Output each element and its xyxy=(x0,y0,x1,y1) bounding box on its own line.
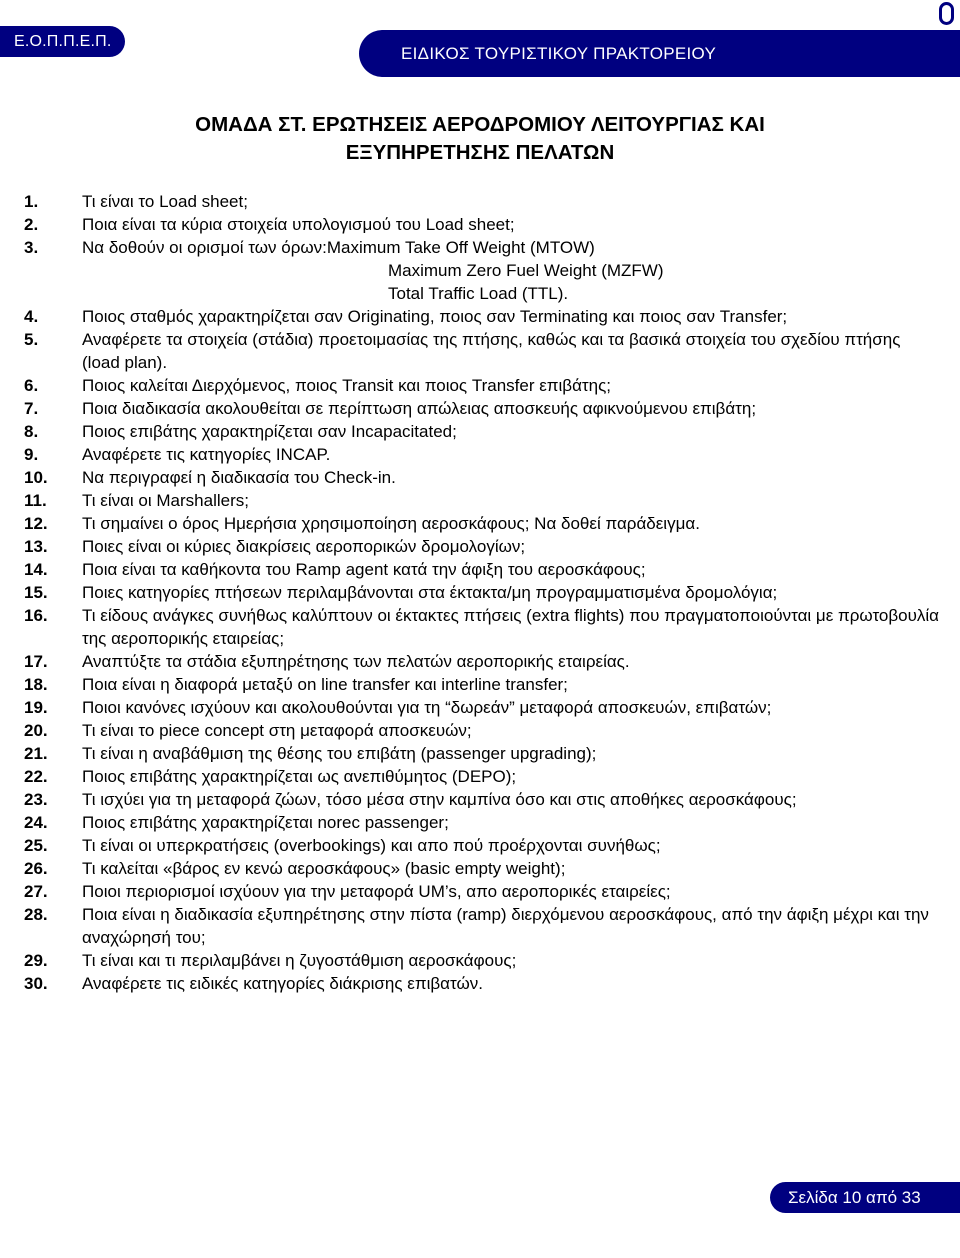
question-text: Αναπτύξτε τα στάδια εξυπηρέτησης των πελατών αεροπορικής εταιρείας. xyxy=(82,652,630,671)
question-item xyxy=(0,466,960,489)
question-number: 7. xyxy=(24,399,39,418)
page-number: Σελίδα 10 από 33 xyxy=(788,1188,921,1207)
question-text-block xyxy=(82,374,942,397)
question-item xyxy=(0,765,960,788)
question-text-block xyxy=(82,190,942,213)
question-text: Ποια είναι η διαδικασία εξυπηρέτησης στην πίστα (ramp) διερχόμενου αεροσκάφους, από την άφιξη μέχρι και την αναχώρησή του; xyxy=(82,905,929,947)
question-item xyxy=(0,489,960,512)
question-text-block xyxy=(82,581,942,604)
question-text: Ποιοι περιορισμοί ισχύουν για την μεταφορά UM’s, απο αεροπορικές εταιρείες; xyxy=(82,882,671,901)
question-item xyxy=(0,811,960,834)
question-text-block xyxy=(82,489,942,512)
question-text-block xyxy=(82,535,942,558)
question-number: 4. xyxy=(24,307,39,326)
title-line-1: ΟΜΑΔΑ ΣΤ. ΕΡΩΤΗΣΕΙΣ ΑΕΡΟΔΡΟΜΙΟΥ ΛΕΙΤΟΥΡΓΙΑΣ ΚΑΙ xyxy=(195,113,765,136)
org-name: Ε.Ο.Π.Π.Ε.Π. xyxy=(14,33,112,50)
question-item xyxy=(0,834,960,857)
question-text-block xyxy=(82,834,942,857)
question-text-block xyxy=(82,696,942,719)
course-banner xyxy=(359,30,960,77)
question-text-block xyxy=(82,213,942,236)
question-text: Αναφέρετε τα στοιχεία (στάδια) προετοιμασίας της πτήσης, καθώς και τα βασικά στοιχεία του σχεδίου πτήσης (load plan). xyxy=(82,330,901,372)
question-text-block xyxy=(82,765,942,788)
question-text-block xyxy=(82,466,942,489)
question-text-block xyxy=(82,788,942,811)
question-text: Τι είναι το piece concept στη μεταφορά αποσκευών; xyxy=(82,721,472,740)
question-text: Τι είναι η αναβάθμιση της θέσης του επιβάτη (passenger upgrading); xyxy=(82,744,597,763)
question-list xyxy=(0,190,960,995)
question-item xyxy=(0,650,960,673)
course-name: ΕΙΔΙΚΟΣ ΤΟΥΡΙΣΤΙΚΟΥ ΠΡΑΚΤΟΡΕΙΟΥ xyxy=(401,44,717,63)
question-text-block xyxy=(82,719,942,742)
question-number: 27. xyxy=(24,882,48,901)
question-text: Ποια είναι η διαφορά μεταξύ on line transfer και interline transfer; xyxy=(82,675,568,694)
question-number: 8. xyxy=(24,422,39,441)
question-item xyxy=(0,604,960,650)
question-number: 18. xyxy=(24,675,48,694)
question-text-block xyxy=(82,811,942,834)
question-number: 20. xyxy=(24,721,48,740)
question-item xyxy=(0,328,960,374)
page-number-banner xyxy=(770,1182,960,1213)
question-number: 19. xyxy=(24,698,48,717)
question-text: Ποιος επιβάτης χαρακτηρίζεται σαν Incapacitated; xyxy=(82,422,457,441)
question-text: Τι καλείται «βάρος εν κενώ αεροσκάφους» (basic empty weight); xyxy=(82,859,566,878)
question-item xyxy=(0,857,960,880)
question-text-block xyxy=(82,305,942,328)
question-text-block xyxy=(82,512,942,535)
question-text: Ποιος επιβάτης χαρακτηρίζεται norec passenger; xyxy=(82,813,449,832)
question-text-block xyxy=(82,443,942,466)
question-number: 10. xyxy=(24,468,48,487)
question-text: Αναφέρετε τις κατηγορίες INCAP. xyxy=(82,445,331,464)
question-number: 25. xyxy=(24,836,48,855)
question-text: Ποιος καλείται Διερχόμενος, ποιος Transit και ποιος Transfer επιβάτης; xyxy=(82,376,612,395)
question-item xyxy=(0,742,960,765)
question-item xyxy=(0,443,960,466)
question-text: Ποιος επιβάτης χαρακτηρίζεται ως ανεπιθύμητος (DEPO); xyxy=(82,767,517,786)
question-text-block xyxy=(82,857,942,880)
question-text-block xyxy=(82,949,942,972)
question-item xyxy=(0,719,960,742)
question-number: 21. xyxy=(24,744,48,763)
question-text: Τι ισχύει για τη μεταφορά ζώων, τόσο μέσα στην καμπίνα όσο και στις αποθήκες αεροσκάφους; xyxy=(82,790,797,809)
question-text-block xyxy=(82,420,942,443)
question-item xyxy=(0,397,960,420)
question-subline: Total Traffic Load (TTL). xyxy=(388,284,569,303)
question-text: Να δοθούν οι ορισμοί των όρων:Maximum Take Off Weight (MTOW) xyxy=(82,238,595,257)
title-line-2: ΕΞΥΠΗΡΕΤΗΣΗΣ ΠΕΛΑΤΩΝ xyxy=(345,141,615,164)
question-text: Τι σημαίνει ο όρος Ημερήσια χρησιμοποίηση αεροσκάφους; Να δοθεί παράδειγμα. xyxy=(82,514,700,533)
question-item xyxy=(0,903,960,949)
question-number: 6. xyxy=(24,376,39,395)
question-text: Ποιοι κανόνες ισχύουν και ακολουθούνται για τη “δωρεάν” μεταφορά αποσκευών, επιβατών; xyxy=(82,698,772,717)
question-text: Ποια είναι τα κύρια στοιχεία υπολογισμού του Load sheet; xyxy=(82,215,515,234)
corner-decoration xyxy=(939,2,954,25)
question-text: Τι είναι και τι περιλαμβάνει η ζυγοστάθμιση αεροσκάφους; xyxy=(82,951,517,970)
question-item xyxy=(0,236,960,305)
question-item xyxy=(0,512,960,535)
question-number: 24. xyxy=(24,813,48,832)
question-text-block xyxy=(82,558,942,581)
question-text: Τι είναι το Load sheet; xyxy=(82,192,248,211)
question-text-block xyxy=(82,328,942,374)
org-banner xyxy=(0,26,125,57)
question-number: 23. xyxy=(24,790,48,809)
question-item xyxy=(0,305,960,328)
question-number: 11. xyxy=(24,491,47,510)
question-item xyxy=(0,213,960,236)
page-title xyxy=(0,111,960,167)
question-number: 17. xyxy=(24,652,48,671)
question-number: 3. xyxy=(24,238,39,257)
question-text: Τι είναι οι Marshallers; xyxy=(82,491,249,510)
question-number: 1. xyxy=(24,192,39,211)
question-item xyxy=(0,673,960,696)
question-number: 22. xyxy=(24,767,48,786)
question-number: 26. xyxy=(24,859,48,878)
question-number: 12. xyxy=(24,514,48,533)
question-number: 15. xyxy=(24,583,48,602)
question-text: Ποιος σταθμός χαρακτηρίζεται σαν Originating, ποιος σαν Terminating και ποιος σαν Transfer; xyxy=(82,307,788,326)
question-text-block xyxy=(82,972,942,995)
question-text: Ποια είναι τα καθήκοντα του Ramp agent κατά την άφιξη του αεροσκάφους; xyxy=(82,560,646,579)
question-number: 16. xyxy=(24,606,48,625)
question-item xyxy=(0,190,960,213)
question-text: Να περιγραφεί η διαδικασία του Check-in. xyxy=(82,468,396,487)
question-text: Ποια διαδικασία ακολουθείται σε περίπτωση απώλειας αποσκευής αφικνούμενου επιβάτη; xyxy=(82,399,757,418)
question-number: 2. xyxy=(24,215,39,234)
question-item xyxy=(0,374,960,397)
question-text: Αναφέρετε τις ειδικές κατηγορίες διάκρισης επιβατών. xyxy=(82,974,483,993)
question-item xyxy=(0,558,960,581)
question-text-block xyxy=(82,903,942,949)
question-item xyxy=(0,581,960,604)
question-text-block xyxy=(82,604,942,650)
question-item xyxy=(0,696,960,719)
question-text-block xyxy=(82,397,942,420)
question-number: 13. xyxy=(24,537,48,556)
question-number: 5. xyxy=(24,330,39,349)
question-text: Ποιες κατηγορίες πτήσεων περιλαμβάνονται στα έκτακτα/μη προγραμματισμένα δρομολόγια; xyxy=(82,583,778,602)
question-text-block xyxy=(82,880,942,903)
question-item xyxy=(0,972,960,995)
question-number: 9. xyxy=(24,445,39,464)
question-number: 28. xyxy=(24,905,48,924)
question-subline: Maximum Zero Fuel Weight (MZFW) xyxy=(388,261,664,280)
question-item xyxy=(0,880,960,903)
question-number: 14. xyxy=(24,560,48,579)
question-text: Τι είδους ανάγκες συνήθως καλύπτουν οι έκτακτες πτήσεις (extra flights) που πραγματοποιούνται με πρωτοβουλία της αεροπορικής εταιρείας; xyxy=(82,606,940,648)
question-text-block xyxy=(82,650,942,673)
question-item xyxy=(0,788,960,811)
question-text: Τι είναι οι υπερκρατήσεις (overbookings) και απο πού προέρχονται συνήθως; xyxy=(82,836,661,855)
question-number: 29. xyxy=(24,951,48,970)
question-text-block xyxy=(82,673,942,696)
question-text-block xyxy=(82,236,942,305)
question-item xyxy=(0,949,960,972)
question-number: 30. xyxy=(24,974,48,993)
question-item xyxy=(0,420,960,443)
question-item xyxy=(0,535,960,558)
question-text-block xyxy=(82,742,942,765)
question-text: Ποιες είναι οι κύριες διακρίσεις αεροπορικών δρομολογίων; xyxy=(82,537,526,556)
